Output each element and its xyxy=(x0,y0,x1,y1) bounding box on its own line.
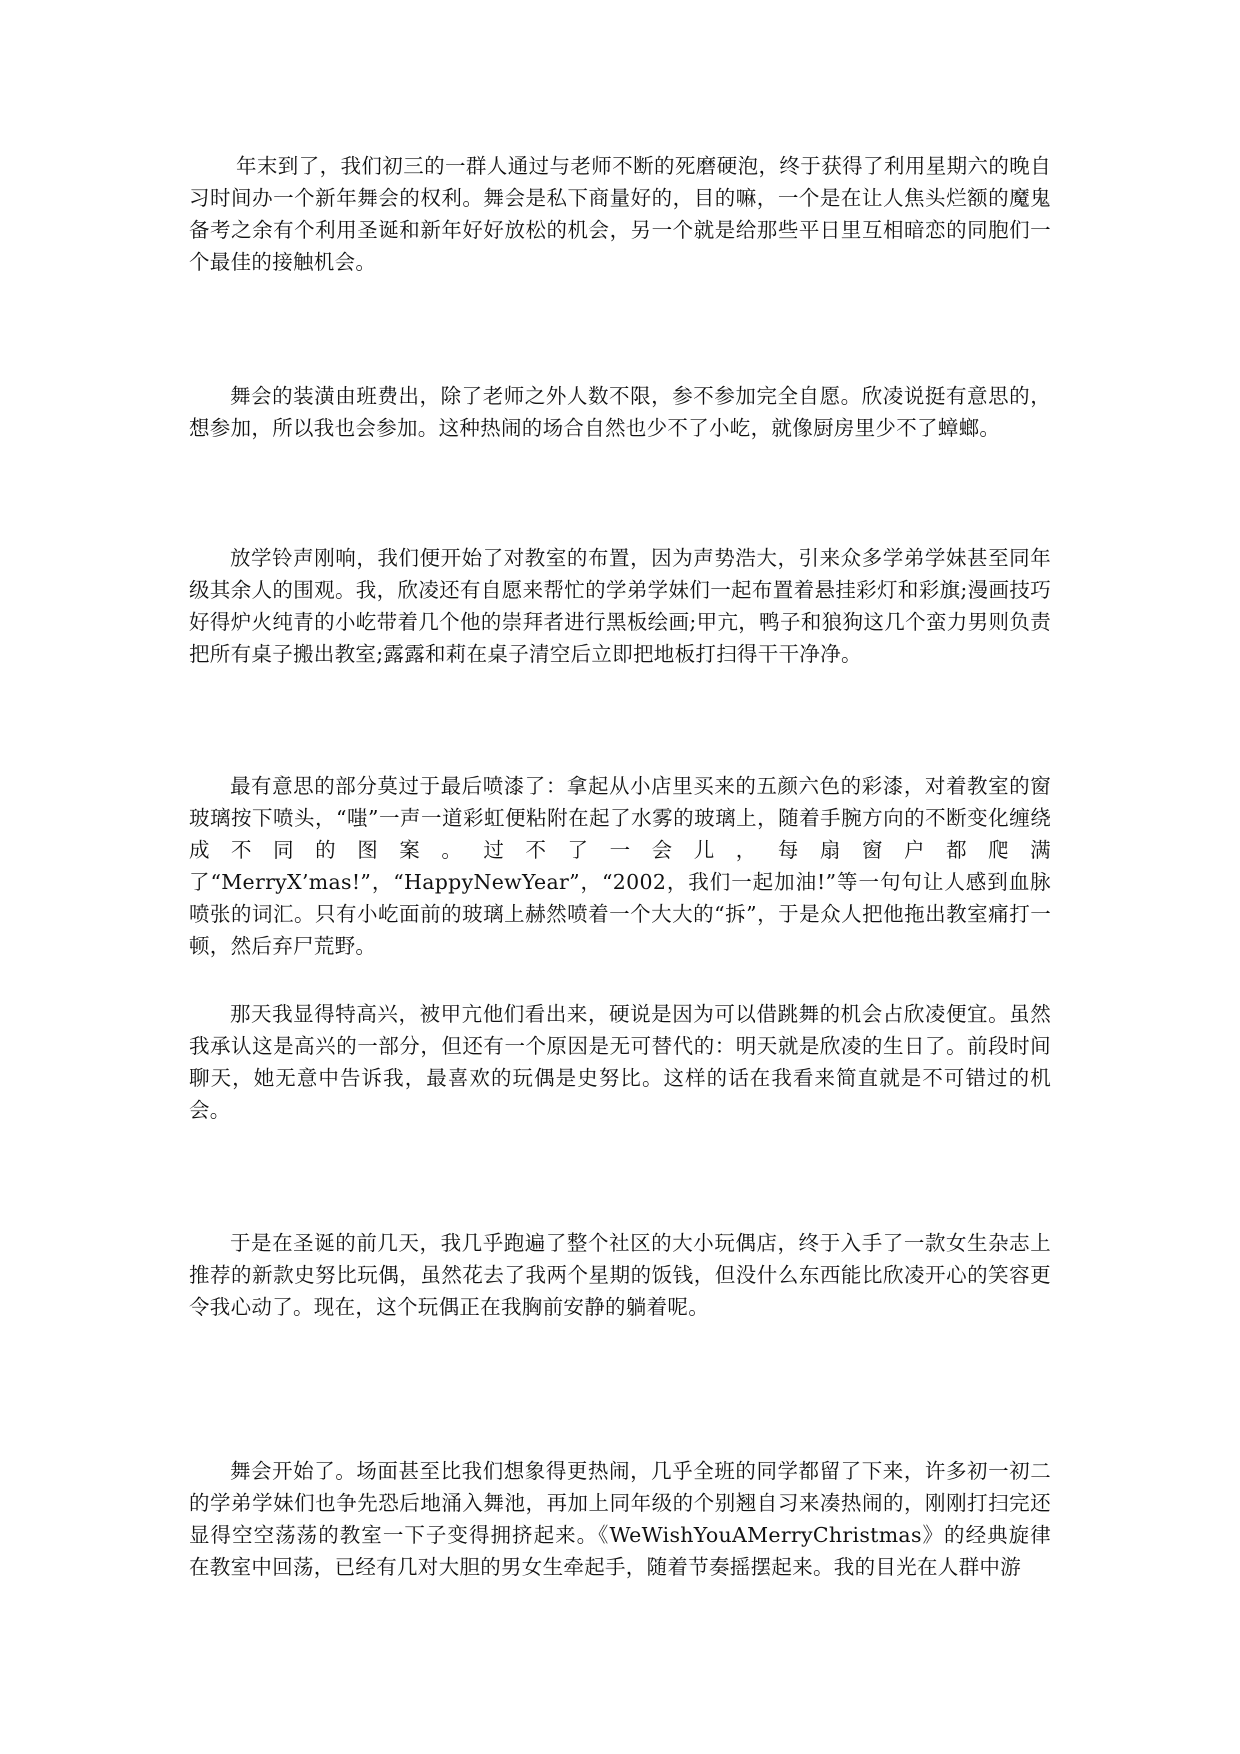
paragraph-4: 最有意思的部分莫过于最后喷漆了：拿起从小店里买来的五颜六色的彩漆，对着教室的窗玻璃按下喷头，“嗤”一声一道彩虹便粘附在起了水雾的玻璃上，随着手腕方向的不断变化缠绕成不同的图案。过不了一会儿，每扇窗户都爬满了“MerryX’mas!”，“HappyNewYear”，“2002，我们一起加油!”等一句句让人感到血脉喷张的词汇。只有小屹面前的玻璃上赫然喷着一个大大的“拆”，于是众人把他拖出教室痛打一顿，然后弃尸荒野。 xyxy=(189,774,1051,958)
paragraph-5: 那天我显得特高兴，被甲亢他们看出来，硬说是因为可以借跳舞的机会占欣凌便宜。虽然我承认这是高兴的一部分，但还有一个原因是无可替代的：明天就是欣凌的生日了。前段时间聊天，她无意中告诉我，最喜欢的玩偶是史努比。这样的话在我看来简直就是不可错过的机会。 xyxy=(189,1002,1051,1122)
paragraph-1: 年末到了，我们初三的一群人通过与老师不断的死磨硬泡，终于获得了利用星期六的晚自习时间办一个新年舞会的权利。舞会是私下商量好的，目的嘛，一个是在让人焦头烂额的魔鬼备考之余有个利用圣诞和新年好好放松的机会，另一个就是给那些平日里互相暗恋的同胞们一个最佳的接触机会。 xyxy=(189,154,1051,274)
paragraph-6: 于是在圣诞的前几天，我几乎跑遍了整个社区的大小玩偶店，终于入手了一款女生杂志上推荐的新款史努比玩偶，虽然花去了我两个星期的饭钱，但没什么东西能比欣凌开心的笑容更令我心动了。现在，这个玩偶正在我胸前安静的躺着呢。 xyxy=(189,1231,1051,1319)
paragraph-2: 舞会的装潢由班费出，除了老师之外人数不限，参不参加完全自愿。欣凌说挺有意思的，想参加，所以我也会参加。这种热闹的场合自然也少不了小屹，就像厨房里少不了蟑螂。 xyxy=(189,384,1051,440)
paragraph-7: 舞会开始了。场面甚至比我们想象得更热闹，几乎全班的同学都留了下来，许多初一初二的学弟学妹们也争先恐后地涌入舞池，再加上同年级的个别翘自习来凑热闹的，刚刚打扫完还显得空空荡荡的教室一下子变得拥挤起来。《WeWishYouAMerryChristmas》的经典旋律在教室中回荡，已经有几对大胆的男女生牵起手，随着节奏摇摆起来。我的目光在人群中游 xyxy=(189,1459,1051,1579)
paragraph-3: 放学铃声刚响，我们便开始了对教室的布置，因为声势浩大，引来众多学弟学妹甚至同年级其余人的围观。我，欣凌还有自愿来帮忙的学弟学妹们一起布置着悬挂彩灯和彩旗;漫画技巧好得炉火纯青的小屹带着几个他的崇拜者进行黑板绘画;甲亢，鸭子和狼狗这几个蛮力男则负责把所有桌子搬出教室;露露和莉在桌子清空后立即把地板打扫得干干净净。 xyxy=(189,546,1051,666)
